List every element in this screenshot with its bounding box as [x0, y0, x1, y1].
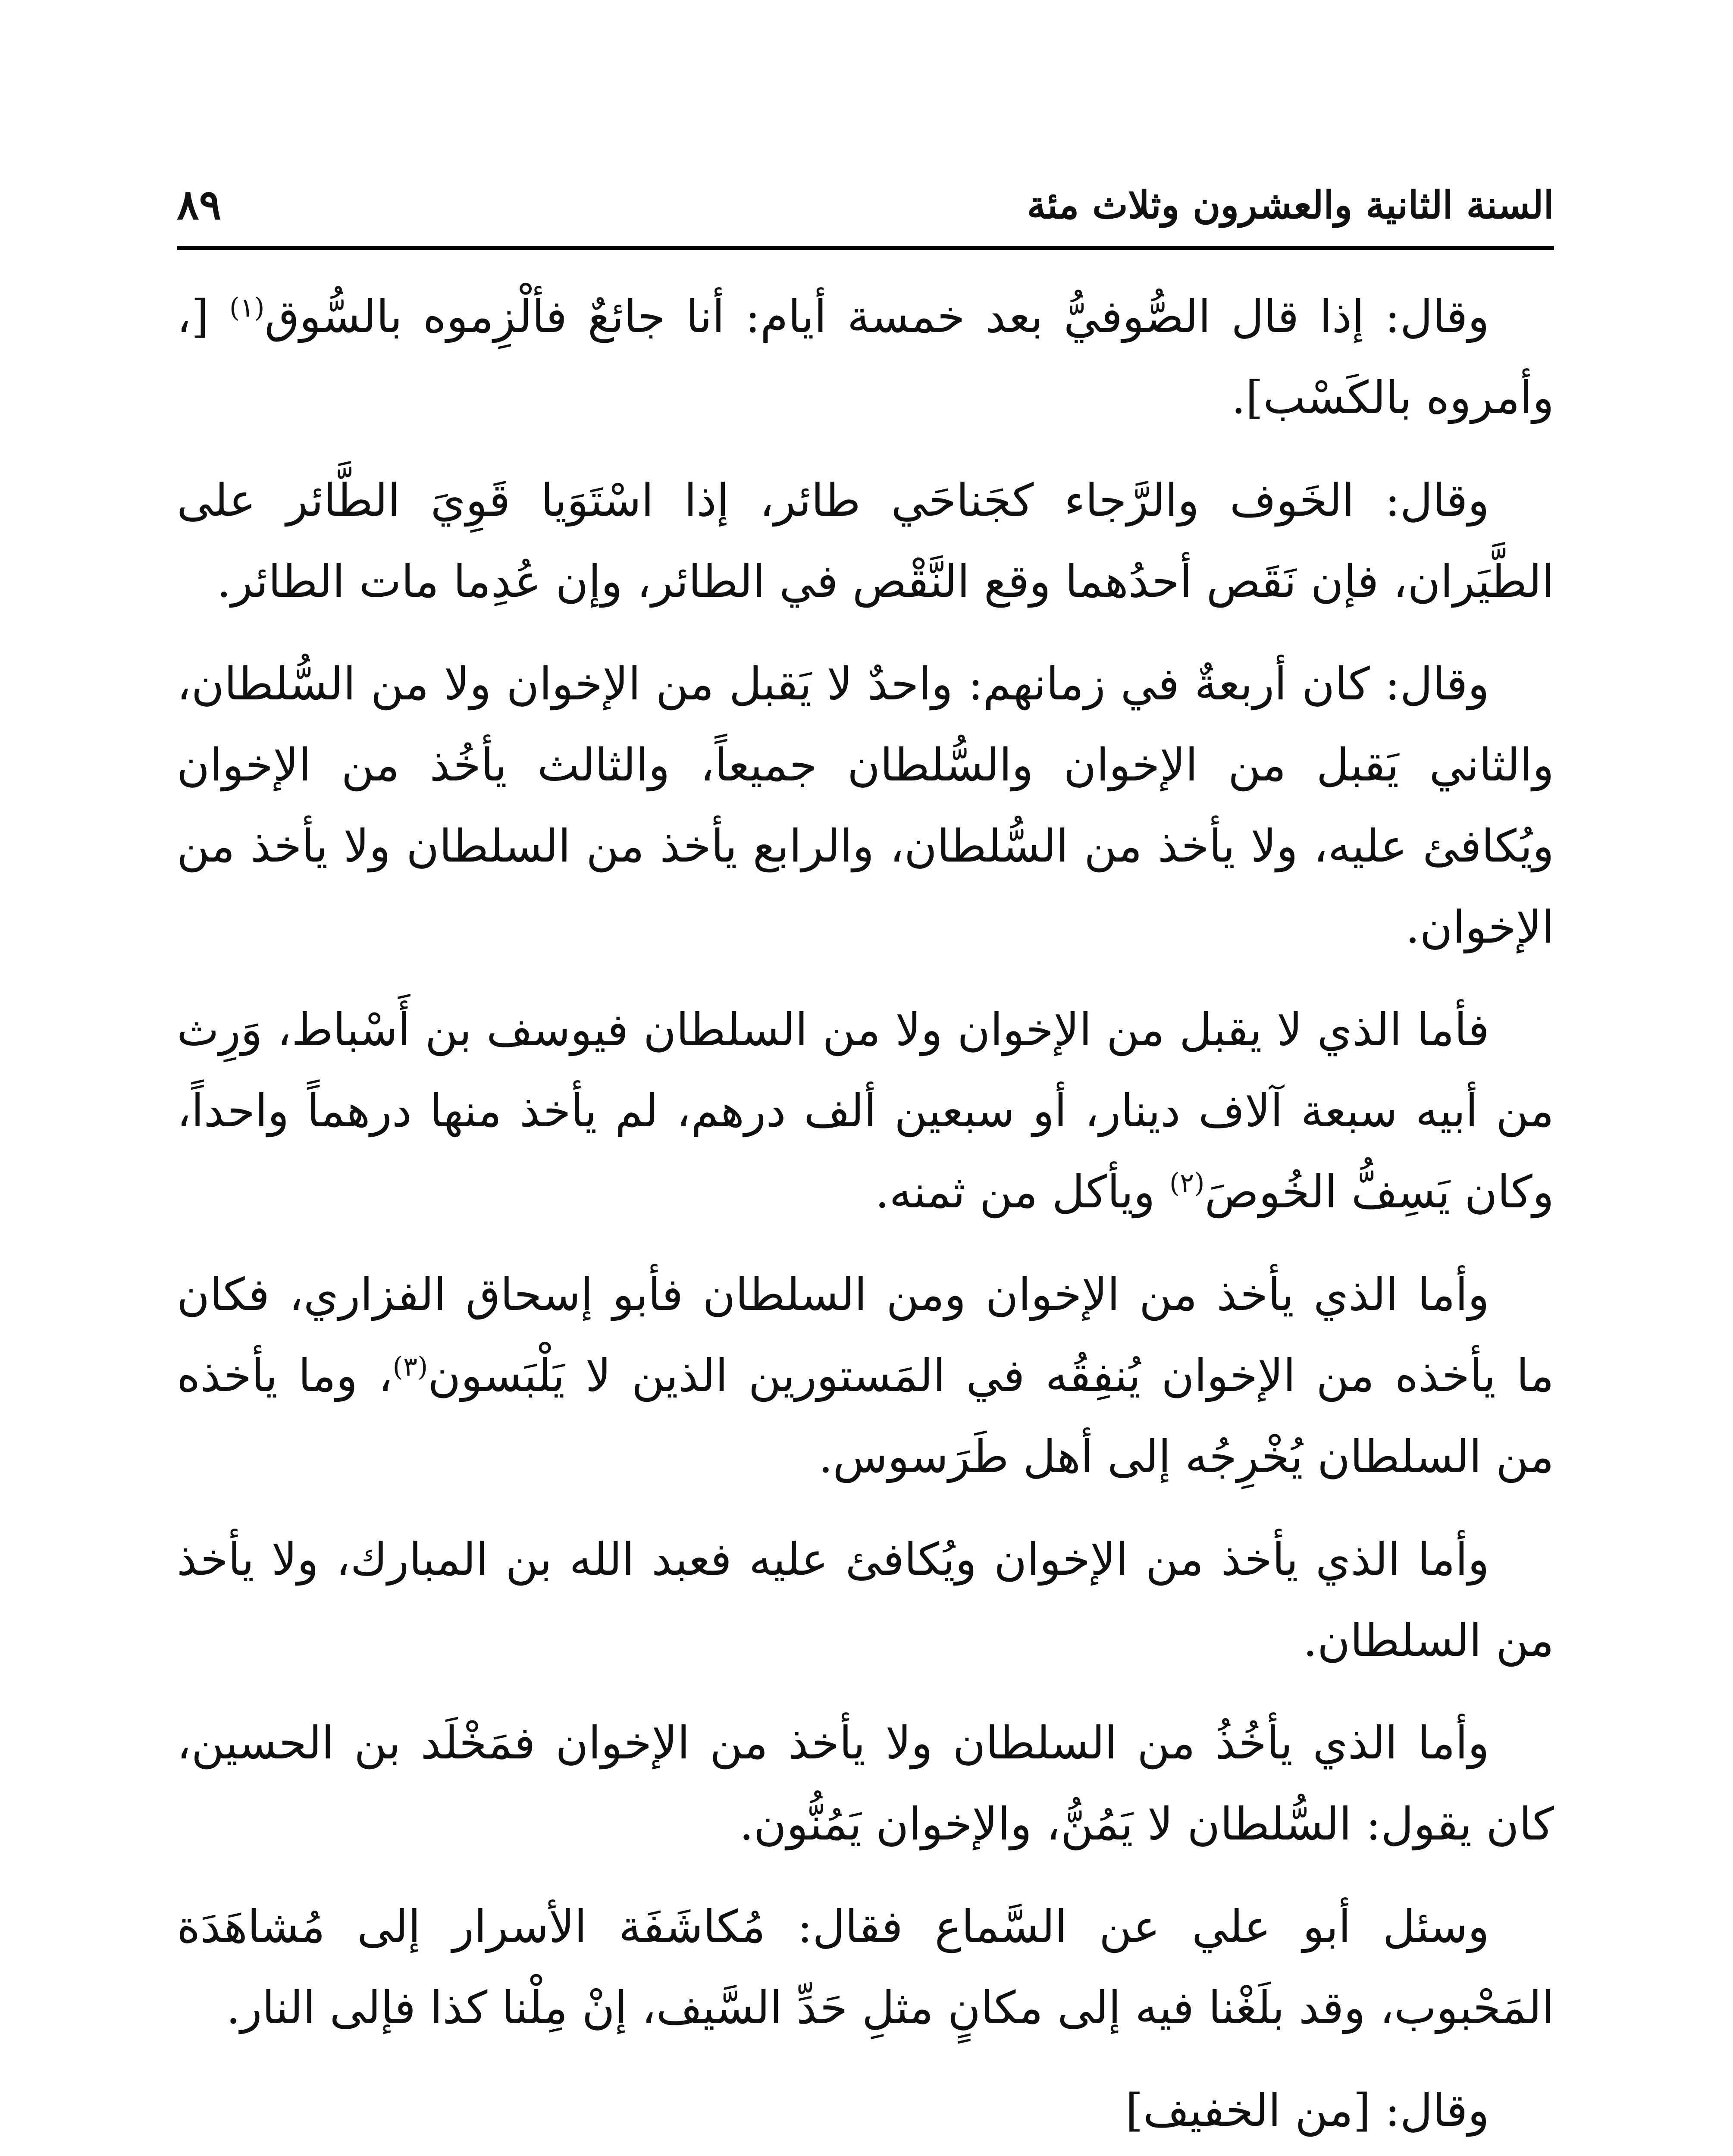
- paragraph: وقال: الخَوف والرَّجاء كجَناحَي طائر، إذا اسْتَوَيا قَوِيَ الطَّائر على الطَّيَران، فإن نَقَص أحدُهما وقع النَّقْص في الطائر، وإن عُدِما مات الطائر.: [177, 474, 1554, 608]
- paragraph-text: [، وأمروه بالكَسْب].: [177, 290, 1554, 424]
- paragraph-text: ويأكل من ثمنه.: [875, 1166, 1169, 1218]
- page-number: ٨٩: [177, 180, 222, 229]
- paragraph: وقال: كان أربعةٌ في زمانهم: واحدٌ لا يَقبل من الإخوان ولا من السُّلطان، والثاني يَقبل من الإخوان والسُّلطان جميعاً، والثالث يأخُذ من الإخوان ويُكافئ عليه، ولا يأخذ من السُّلطان، والرابع يأخذ من السلطان ولا يأخذ من الإخوان.: [177, 658, 1554, 953]
- paragraph: وأما الذي يأخُذُ من السلطان ولا يأخذ من الإخوان فمَخْلَد بن الحسين، كان يقول: السُّلطان لا يَمُنُّ، والإخوان يَمُنُّون.: [177, 1717, 1554, 1850]
- paragraph-text: وأما الذي يأخذ من الإخوان ومن السلطان فأبو إسحاق الفزاري، فكان ما يأخذه من الإخوان يُنفِقُه في المَستورين الذين لا يَلْبَسون: [177, 1268, 1554, 1402]
- paragraph-text: فأما الذي لا يقبل من الإخوان ولا من السلطان فيوسف بن أَسْباط، وَرِث من أبيه سبعة آلاف دينار، أو سبعين ألف درهم، لم يأخذ منها درهماً واحداً، وكان يَسِفُّ الخُوصَ: [177, 1003, 1554, 1218]
- paragraph-text: ، وما يأخذه من السلطان يُخْرِجُه إلى أهل طَرَسوس.: [177, 1349, 1554, 1483]
- paragraph: [177, 989, 1554, 1232]
- footnote-ref: (١): [229, 291, 265, 323]
- verse-intro: وقال: [من الخفيف]: [1125, 2084, 1489, 2137]
- paragraph: [177, 1254, 1554, 1497]
- running-title: السنة الثانية والعشرون وثلاث مئة: [1027, 182, 1554, 227]
- paragraph-text: وقال: إذا قال الصُّوفيُّ بعد خمسة أيام: أنا جائعٌ فألْزِموه بالسُّوق: [264, 290, 1489, 343]
- page-header: [177, 169, 1554, 240]
- paragraph: وأما الذي يأخذ من الإخوان ويُكافئ عليه فعبد الله بن المبارك، ولا يأخذ من السلطان.: [177, 1533, 1554, 1667]
- header-rule: [177, 246, 1554, 250]
- body-text: [177, 276, 1554, 2137]
- paragraph: [177, 276, 1554, 438]
- footnote-ref: (٣): [392, 1351, 428, 1382]
- paragraph: وسئل أبو علي عن السَّماع فقال: مُكاشَفَة الأسرار إلى مُشاهَدَة المَحْبوب، وقد بلَغْنا فيه إلى مكانٍ مثلِ حَدِّ السَّيف، إنْ مِلْنا كذا فإلى النار.: [177, 1900, 1554, 2034]
- footnote-ref: (٢): [1169, 1167, 1205, 1199]
